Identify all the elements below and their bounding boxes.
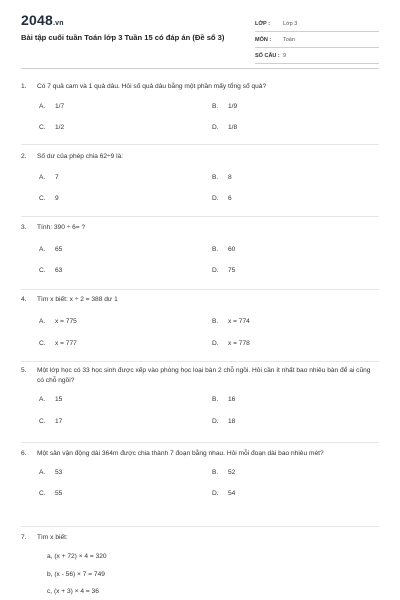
option-letter: D. (212, 490, 219, 497)
question-number: 7. (21, 534, 27, 541)
option-d[interactable] (212, 195, 232, 202)
option-letter: A. (39, 174, 46, 181)
option-letter: A. (39, 469, 46, 476)
option-letter: A. (39, 318, 46, 325)
option-value: 54 (228, 490, 236, 497)
option-letter: C. (39, 267, 46, 274)
option-value: x = 778 (228, 340, 250, 347)
meta-value: Toán (283, 36, 295, 43)
option-a[interactable] (39, 318, 77, 325)
option-a[interactable] (39, 396, 62, 403)
meta-value: Lớp 3 (283, 20, 298, 27)
question-divider (21, 144, 379, 145)
option-value: 75 (228, 267, 236, 274)
question-divider (21, 442, 379, 443)
option-letter: D. (212, 195, 219, 202)
option-value: 52 (228, 469, 236, 476)
question-divider (21, 526, 379, 527)
option-letter: C. (39, 490, 46, 497)
option-value: 17 (55, 418, 63, 425)
option-value: 1/7 (55, 103, 65, 110)
option-value: 60 (228, 246, 236, 253)
option-value: x = 775 (55, 318, 77, 325)
option-value: x = 774 (228, 318, 250, 325)
option-value: 63 (55, 267, 63, 274)
option-letter: B. (212, 174, 219, 181)
option-value: 9 (55, 195, 59, 202)
option-d[interactable] (212, 124, 237, 131)
option-a[interactable] (39, 103, 64, 110)
option-value: 6 (228, 195, 232, 202)
sub-question-a: a, (x + 72) × 4 = 320 (47, 553, 107, 560)
option-b[interactable] (212, 396, 235, 403)
option-letter: A. (39, 103, 46, 110)
option-value: 7 (55, 174, 59, 181)
option-letter: B. (212, 396, 219, 403)
option-letter: A. (39, 246, 46, 253)
option-letter: C. (39, 340, 46, 347)
question-1 (21, 82, 379, 131)
question-7 (21, 533, 379, 597)
question-text: Một sân vận động dài 364m được chia thành 7 đoạn bằng nhau. Hỏi mỗi đoạn dài bao nhiêu mét? (37, 450, 324, 457)
site-logo[interactable] (21, 12, 64, 28)
question-5 (21, 366, 379, 425)
question-text: Một lớp học có 33 học sinh được xếp vào phòng học loại bàn 2 chỗ ngồi. Hỏi cần ít nhất bao nhiêu bàn để ai cũng có chỗ ngồi? (37, 367, 371, 384)
meta-label: SỐ CÂU : (255, 52, 280, 59)
option-c[interactable] (39, 124, 64, 131)
meta-label: LỚP : (255, 20, 270, 27)
option-value: 18 (228, 418, 236, 425)
option-b[interactable] (212, 103, 237, 110)
question-6 (21, 449, 379, 497)
document-header (0, 0, 400, 62)
logo-main: 2048 (21, 12, 53, 28)
option-letter: B. (212, 469, 219, 476)
question-text: Tìm x biết: x ÷ 2 = 388 dư 1 (37, 296, 118, 303)
option-letter: D. (212, 418, 219, 425)
meta-table (255, 16, 379, 64)
sub-question-c: c, (x + 3) × 4 = 36 (47, 588, 99, 595)
option-value: x = 777 (55, 340, 77, 347)
option-value: 15 (55, 396, 63, 403)
option-value: 1/8 (228, 124, 238, 131)
option-c[interactable] (39, 195, 59, 202)
option-b[interactable] (212, 318, 250, 325)
option-letter: B. (212, 246, 219, 253)
option-c[interactable] (39, 490, 62, 497)
question-number: 1. (21, 83, 27, 90)
meta-row-subject (255, 32, 379, 48)
option-b[interactable] (212, 246, 235, 253)
option-d[interactable] (212, 340, 250, 347)
meta-label: MÔN : (255, 36, 272, 43)
option-letter: B. (212, 103, 219, 110)
option-letter: B. (212, 318, 219, 325)
option-letter: C. (39, 124, 46, 131)
question-2 (21, 152, 379, 202)
option-value: 1/9 (228, 103, 238, 110)
option-value: 16 (228, 396, 236, 403)
document-title: Bài tập cuối tuần Toán lớp 3 Tuần 15 có đáp án (Đề số 3) (21, 33, 225, 42)
option-c[interactable] (39, 418, 62, 425)
meta-row-class (255, 16, 379, 32)
option-d[interactable] (212, 490, 235, 497)
question-number: 6. (21, 450, 27, 457)
option-a[interactable] (39, 469, 62, 476)
option-letter: A. (39, 396, 46, 403)
question-divider (21, 216, 379, 217)
question-text: Tìm x biết: (37, 534, 68, 541)
option-d[interactable] (212, 418, 235, 425)
option-a[interactable] (39, 174, 59, 181)
question-number: 2. (21, 153, 27, 160)
option-letter: C. (39, 418, 46, 425)
option-b[interactable] (212, 469, 235, 476)
question-divider (21, 361, 379, 362)
question-number: 5. (21, 367, 27, 374)
option-c[interactable] (39, 340, 77, 347)
option-b[interactable] (212, 174, 232, 181)
meta-row-question-count (255, 48, 379, 64)
meta-value: 9 (283, 52, 287, 59)
question-number: 4. (21, 296, 27, 303)
question-3 (21, 223, 379, 274)
question-divider (21, 289, 379, 290)
question-4 (21, 295, 379, 347)
option-letter: D. (212, 267, 219, 274)
option-value: 53 (55, 469, 63, 476)
option-value: 55 (55, 490, 63, 497)
question-text: Có 7 quả cam và 1 quả dâu. Hỏi số quả dâu bằng một phần mấy tổng số quả? (37, 83, 267, 90)
option-c[interactable] (39, 267, 62, 274)
option-value: 1/2 (55, 124, 65, 131)
option-a[interactable] (39, 246, 62, 253)
question-text: Tính: 390 ÷ 6= ? (37, 224, 86, 231)
option-value: 65 (55, 246, 63, 253)
option-letter: C. (39, 195, 46, 202)
sub-question-b: b, (x - 56) × 7 = 749 (47, 571, 105, 578)
option-d[interactable] (212, 267, 235, 274)
question-number: 3. (21, 224, 27, 231)
option-letter: D. (212, 124, 219, 131)
option-value: 8 (228, 174, 232, 181)
question-text: Số dư của phép chia 62÷9 là: (37, 153, 124, 160)
header-divider (21, 68, 379, 69)
option-letter: D. (212, 340, 219, 347)
logo-suffix: .vn (52, 20, 64, 27)
